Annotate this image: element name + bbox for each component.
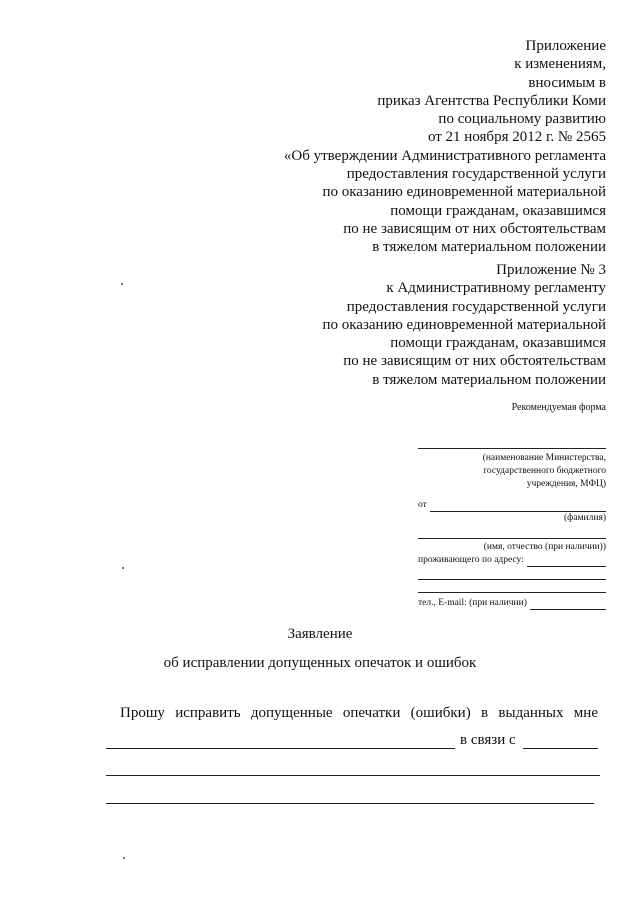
header-line: предоставления государственной услуги [346, 166, 606, 183]
header-line: от 21 ноября 2012 г. № 2565 [427, 129, 606, 146]
header-line: Приложение № 3 [496, 262, 606, 278]
recommended-form-label: Рекомендуемая форма [511, 402, 606, 413]
contact-row [418, 597, 606, 610]
scan-speck [123, 857, 125, 859]
header-line: по оказанию единовременной материальной [322, 184, 606, 201]
from-row [418, 499, 606, 512]
statement-subtitle: об исправлении допущенных опечаток и ошибок [163, 655, 477, 671]
address-label: проживающего по адресу: [418, 555, 524, 565]
appendix-3-header [322, 261, 606, 389]
ministry-name-field[interactable] [418, 448, 606, 449]
header-line: к изменениям, [514, 56, 606, 73]
header-line: вносимым в [528, 74, 606, 91]
name-field[interactable] [418, 538, 606, 539]
ministry-caption-line: (наименование Министерства, [482, 453, 606, 463]
header-line: по оказанию единовременной материальной [322, 316, 606, 333]
scan-speck [121, 283, 123, 285]
header-line: в тяжелом материальном положении [372, 371, 606, 388]
address-row [418, 554, 606, 567]
header-line: в тяжелом материальном положении [372, 239, 606, 256]
address-field[interactable] [527, 557, 606, 567]
header-line: помощи гражданам, оказавшимся [390, 202, 606, 219]
reason-field[interactable] [523, 748, 598, 749]
ministry-caption-line: государственного бюджетного [483, 466, 606, 476]
reason-field-2[interactable] [106, 775, 600, 776]
address-field-2[interactable] [418, 579, 606, 580]
from-label: от [418, 500, 427, 510]
header-line: приказ Агентства Республики Коми [377, 92, 606, 109]
surname-field[interactable] [430, 502, 606, 512]
statement-title: Заявление [287, 626, 353, 642]
statement-request-line: Прошу исправить допущенные опечатки (ошибки) в выданных мне [120, 705, 598, 721]
address-field-3[interactable] [418, 592, 606, 593]
name-caption: (имя, отчество (при наличии)) [483, 542, 606, 552]
in-connection-label: в связи с [460, 732, 516, 748]
contact-field[interactable] [530, 600, 606, 610]
documents-field[interactable] [106, 748, 455, 749]
header-line: по не зависящим от них обстоятельствам [343, 353, 606, 370]
appendix-amendments-header [284, 37, 606, 257]
header-line: помощи гражданам, оказавшимся [390, 335, 606, 352]
header-line: «Об утверждении Административного регламента [283, 147, 606, 164]
reason-field-3[interactable] [106, 803, 594, 804]
scan-speck [122, 567, 124, 569]
header-line: Приложение [525, 38, 606, 54]
header-line: предоставления государственной услуги [346, 298, 606, 315]
header-line: по социальному развитию [438, 111, 606, 128]
header-line: к Административному регламенту [386, 280, 606, 297]
surname-caption: (фамилия) [564, 513, 606, 523]
ministry-caption-line: учреждения, МФЦ) [526, 479, 606, 489]
contact-label: тел., E-mail: (при наличии) [418, 598, 527, 608]
applicant-form [418, 448, 606, 610]
header-line: по не зависящим от них обстоятельствам [343, 220, 606, 237]
